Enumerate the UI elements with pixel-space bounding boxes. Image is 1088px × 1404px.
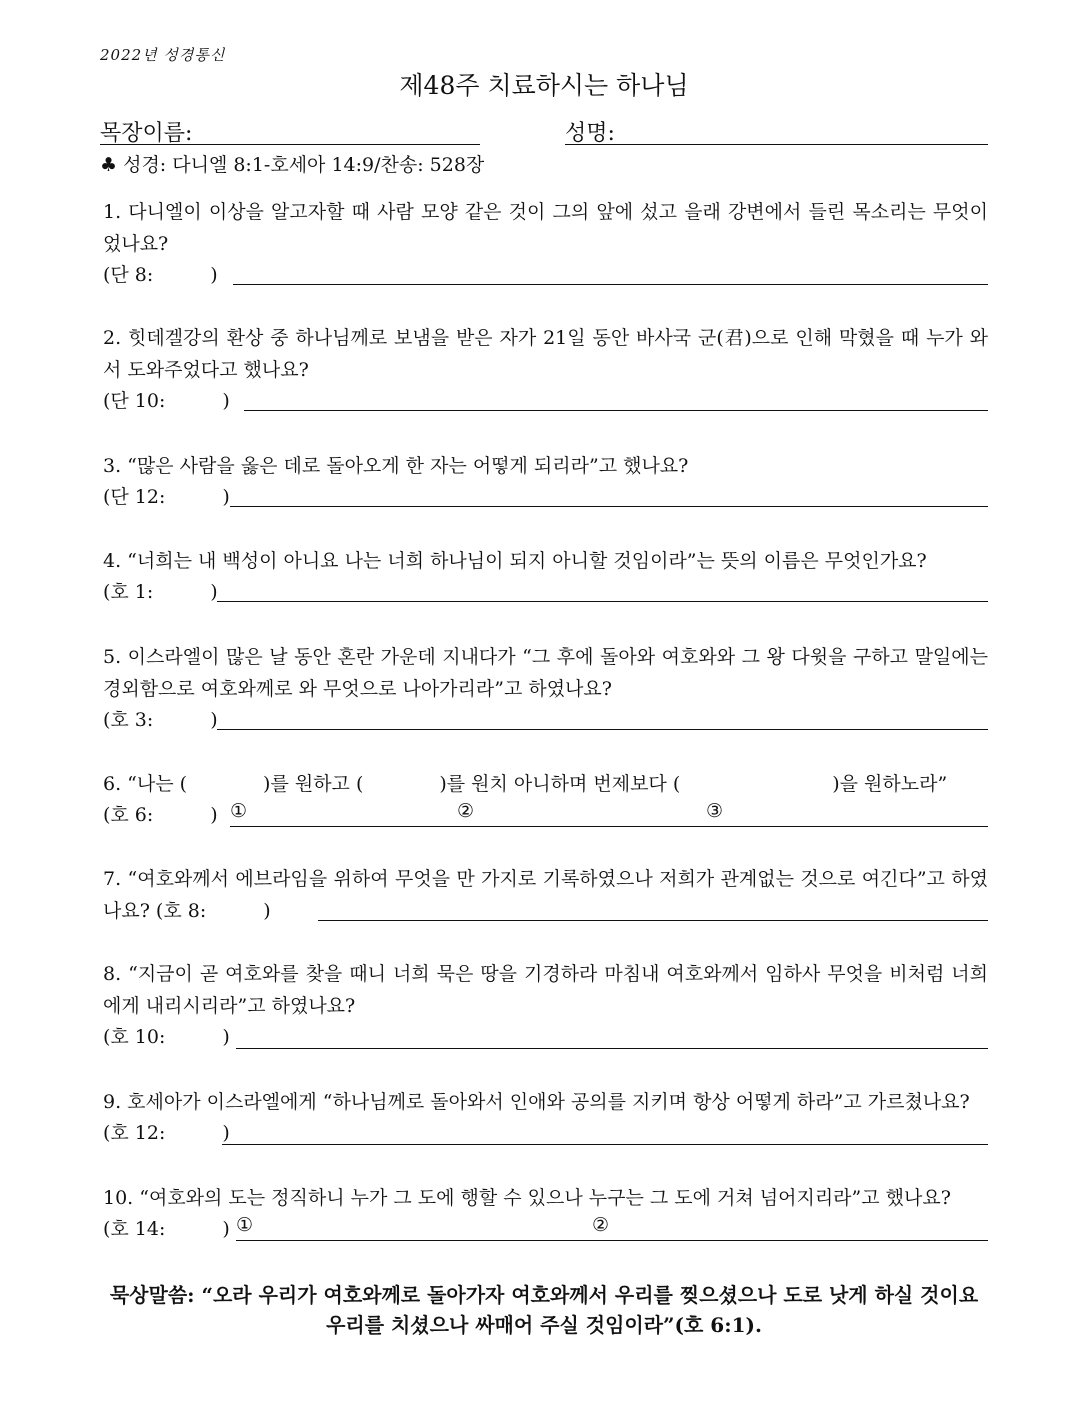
question-5: 5. 이스라엘이 많은 날 동안 혼란 가운데 지내다가 “그 후에 돌아와 여호와와 그 왕 다윗을 구하고 말일에는 경외함으로 여호와께로 와 무엇으로 나아가리라”고 하였나요? [103, 646, 988, 700]
memory-verse-line-1: 묵상말씀: “오라 우리가 여호와께로 돌아가자 여호와께서 우리를 찢으셨으나 도로 낫게 하실 것이요 [109, 1283, 979, 1307]
question-3: 3. “많은 사람을 옳은 데로 돌아오게 한 자는 어떻게 되리라”고 했나요? [103, 455, 689, 477]
answer-6-mark-2: ② [457, 800, 475, 822]
question-4-ref: (호 1: ) [103, 581, 218, 603]
question-3-ref: (단 12: ) [103, 486, 230, 508]
question-1-ref: (단 8: ) [103, 264, 218, 286]
answer-2-line[interactable] [244, 410, 988, 411]
answer-6-line[interactable] [230, 826, 988, 827]
question-1: 1. 다니엘이 이상을 알고자할 때 사람 모양 같은 것이 그의 앞에 섰고 을래 강변에서 들린 목소리는 무엇이었나요? [103, 201, 988, 255]
question-10: 10. “여호와의 도는 정직하니 누가 그 도에 행할 수 있으나 누구는 그 도에 거쳐 넘어지리라”고 했나요? [103, 1187, 951, 1209]
answer-5-line[interactable] [217, 729, 988, 730]
memory-verse [60, 1280, 1028, 1340]
answer-6-mark-1: ① [230, 800, 248, 822]
question-4: 4. “너희는 내 백성이 아니요 나는 너희 하나님이 되지 아니할 것임이라”는 뜻의 이름은 무엇인가요? [103, 550, 927, 572]
header-note: 2022년 성경통신 [100, 46, 226, 64]
name-field[interactable] [565, 144, 988, 145]
answer-7-line[interactable] [318, 920, 988, 921]
question-2: 2. 힛데겔강의 환상 중 하나님께로 보냄을 받은 자가 21일 동안 바사국 군(君)으로 인해 막혔을 때 누가 와서 도와주었다고 했나요? [103, 327, 988, 381]
scripture-line [100, 150, 484, 177]
question-9: 9. 호세아가 이스라엘에게 “하나님께로 돌아와서 인애와 공의를 지키며 항상 어떻게 하라”고 가르쳤나요? [103, 1091, 970, 1113]
club-suit-icon: ♣ [100, 154, 118, 176]
answer-10-line[interactable] [236, 1240, 988, 1241]
question-7: 7. “여호와께서 에브라임을 위하여 무엇을 만 가지로 기록하였으나 저희가 관계없는 것으로 여긴다”고 하였나요? (호 8: ) [103, 868, 988, 922]
answer-4-line[interactable] [217, 601, 988, 602]
question-6: 6. “나는 ( )를 원하고 ( )를 원치 아니하며 번제보다 ( )을 원하노라” [103, 773, 948, 795]
memory-verse-line-2: 우리를 치셨으나 싸매어 주실 것임이라”(호 6:1). [326, 1313, 762, 1337]
question-8-ref: (호 10: ) [103, 1026, 230, 1048]
answer-10-mark-1: ① [236, 1214, 254, 1236]
question-8: 8. “지금이 곧 여호와를 찾을 때니 너희 묵은 땅을 기경하라 마침내 여호와께서 임하사 무엇을 비처럼 너희에게 내리시리라”고 하였나요? [103, 963, 988, 1017]
question-10-ref: (호 14: ) [103, 1218, 230, 1240]
group-name-field[interactable] [100, 144, 480, 145]
answer-6-mark-3: ③ [706, 800, 724, 822]
answer-10-mark-2: ② [592, 1214, 610, 1236]
answer-1-line[interactable] [233, 284, 988, 285]
answer-8-line[interactable] [236, 1048, 988, 1049]
question-6-ref: (호 6: ) [103, 804, 218, 826]
answer-3-line[interactable] [230, 506, 988, 507]
scripture-text: 성경: 다니엘 8:1-호세아 14:9/찬송: 528장 [123, 154, 485, 176]
group-name-label: 목장이름: [100, 121, 193, 146]
name-label: 성명: [565, 121, 615, 146]
page-title: 제48주 치료하시는 하나님 [399, 71, 689, 100]
question-5-ref: (호 3: ) [103, 709, 218, 731]
question-9-ref: (호 12: ) [103, 1122, 230, 1144]
answer-9-line[interactable] [222, 1144, 988, 1145]
question-2-ref: (단 10: ) [103, 390, 230, 412]
